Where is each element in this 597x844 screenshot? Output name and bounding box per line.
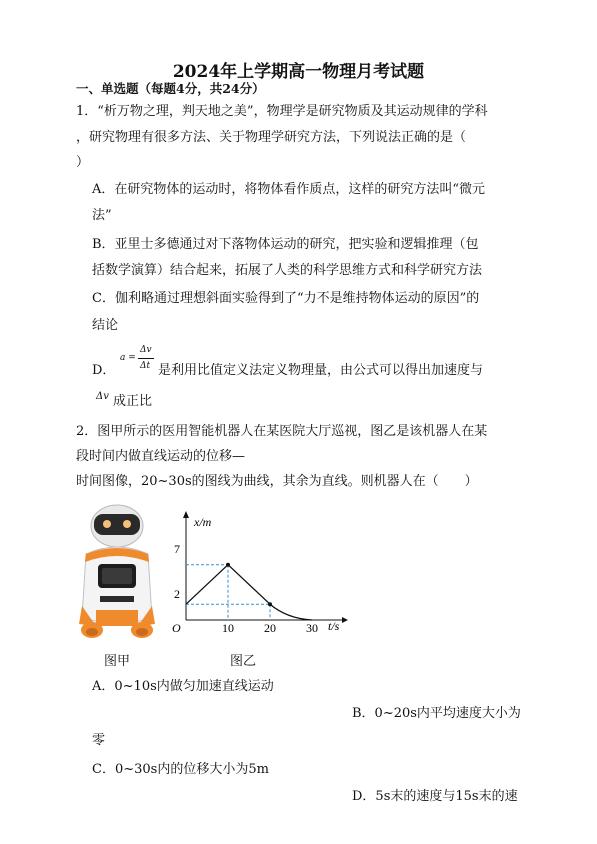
x-axis-label: t/s xyxy=(328,619,340,632)
fraction-bar xyxy=(138,358,154,359)
robot-illustration xyxy=(76,502,158,642)
data-point xyxy=(268,602,272,606)
x-tick-label: 10 xyxy=(222,621,234,632)
section-heading: 一、单选题（每题4分，共24分） xyxy=(76,81,265,96)
series-segment xyxy=(228,565,270,605)
y-tick-label: 2 xyxy=(174,587,180,601)
q2-stem-line3: 时间图像，20~30s的图线为曲线，其余为直线。则机器人在（ ） xyxy=(76,474,478,489)
series-curve xyxy=(270,604,312,620)
q1-stem-line3: ） xyxy=(76,155,90,170)
x-tick-label: 20 xyxy=(264,621,276,632)
page-title: 2024年上学期高一物理月考试题 xyxy=(172,62,425,82)
caption-figure-a: 图甲 xyxy=(104,654,131,669)
q2-option-c: C．0~30s内的位移大小为5m xyxy=(92,762,269,777)
q1-option-d-label: D． xyxy=(92,363,116,378)
q1-option-a-line1: A．在研究物体的运动时，将物体看作质点，这样的研究方法叫“微元 xyxy=(92,182,486,197)
x-tick-label: 30 xyxy=(306,621,318,632)
q1-option-b-line1: B．亚里士多德通过对下落物体运动的研究，把实验和逻辑推理（包 xyxy=(92,237,479,252)
caption-figure-b: 图乙 xyxy=(230,654,257,669)
q1-option-c-line1: C．伽利略通过理想斜面实验得到了“力不是维持物体运动的原因”的 xyxy=(92,291,480,306)
y-axis-arrow xyxy=(183,511,189,518)
x-axis-arrow xyxy=(342,617,348,623)
series-segment xyxy=(186,565,228,605)
formula-numerator: Δv xyxy=(140,345,152,355)
formula-denominator: Δt xyxy=(140,361,151,371)
origin-label: O xyxy=(172,621,181,632)
y-axis-label: x/m xyxy=(194,515,212,529)
q1-option-b-line2: 括数学演算）结合起来，拓展了人类的科学思维方式和科学研究方法 xyxy=(92,263,483,278)
q1-option-c-line2: 结论 xyxy=(92,318,119,333)
q2-option-b-line2: 零 xyxy=(92,733,106,748)
delta-v-symbol: Δv xyxy=(96,391,109,402)
q1-stem-line2: ，研究物理有很多方法、关于物理学研究方法，下列说法正确的是（ xyxy=(76,130,467,145)
formula-lhs: a = xyxy=(120,353,136,363)
q1-option-d-text: 是利用比值定义法定义物理量，由公式可以得出加速度与 xyxy=(158,363,484,378)
q1-option-a-line2: 法” xyxy=(92,208,112,223)
data-point xyxy=(226,563,230,567)
q2-stem-line2: 段时间内做直线运动的位移— xyxy=(76,449,246,464)
q1-stem-line1: 1．“析万物之理，判天地之美”，物理学是研究物质及其运动规律的学科 xyxy=(76,104,488,119)
displacement-time-graph xyxy=(170,508,350,632)
y-tick-label: 7 xyxy=(174,542,180,556)
q2-option-a: A．0~10s内做匀加速直线运动 xyxy=(92,679,274,694)
q1-option-d-line2: 成正比 xyxy=(113,394,153,409)
q2-stem-line1: 2．图甲所示的医用智能机器人在某医院大厅巡视，图乙是该机器人在某 xyxy=(76,424,488,439)
q2-option-d-line1: D．5s末的速度与15s末的速 xyxy=(352,789,518,804)
q2-option-b-line1: B．0~20s内平均速度大小为 xyxy=(352,706,521,721)
